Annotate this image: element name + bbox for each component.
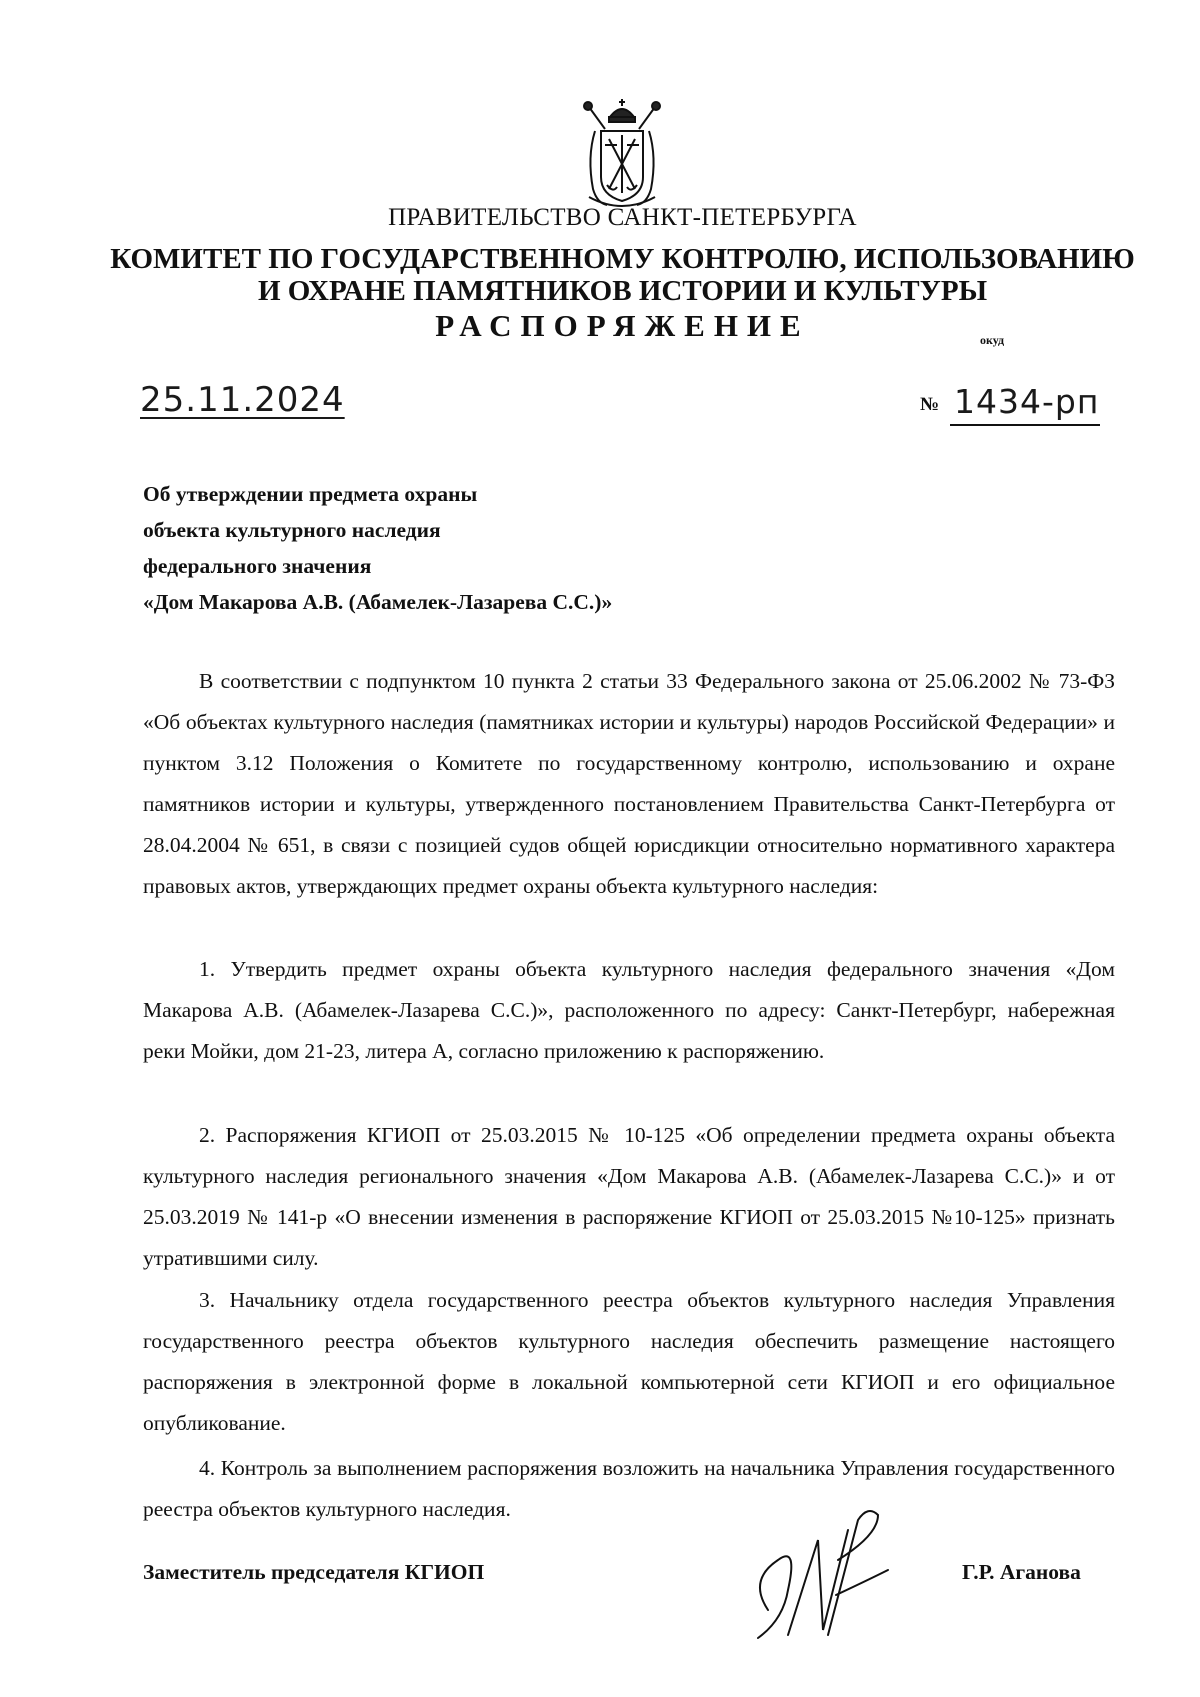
item-1-paragraph <box>143 949 1115 1072</box>
subject-line: федерального значения <box>143 554 372 578</box>
document-number-field <box>920 382 1105 424</box>
document-type: РАСПОРЯЖЕНИЕ <box>435 308 810 343</box>
government-name: ПРАВИТЕЛЬСТВО САНКТ-ПЕТЕРБУРГА <box>388 204 857 231</box>
document-number: 1434-рп <box>954 382 1100 421</box>
committee-name-line1: КОМИТЕТ ПО ГОСУДАРСТВЕННОМУ КОНТРОЛЮ, ИСПОЛЬЗОВАНИЮ <box>110 243 1135 275</box>
signatory-name: Г.Р. Аганова <box>962 1560 1081 1584</box>
number-underline <box>950 424 1100 426</box>
item-3-paragraph <box>143 1280 1115 1444</box>
item-2-text: 2. Распоряжения КГИОП от 25.03.2015 № 10-125 «Об определении предмета охраны объекта культурного наследия регионального значения «Дом Макарова А.В. (Абамелек-Лазарева С.С.)» и от 25.03.2019 № 141-р «О внесении изменения в распоряжение КГИОП от 25.03.2015 №10-125» признать утратившими силу. <box>143 1123 1115 1270</box>
item-4-paragraph <box>143 1448 1115 1530</box>
committee-name-line2: И ОХРАНЕ ПАМЯТНИКОВ ИСТОРИИ И КУЛЬТУРЫ <box>257 275 988 307</box>
item-3-text: 3. Начальнику отдела государственного реестра объектов культурного наследия Управления государственного реестра объектов культурного наследия обеспечить размещение настоящего распоряжения в электронной форме в локальной компьютерной сети КГИОП и его официальное опубликование. <box>143 1288 1115 1435</box>
number-sign: № <box>920 394 940 415</box>
subject-line: «Дом Макарова А.В. (Абамелек-Лазарева С.С.)» <box>143 590 613 614</box>
subject-line: объекта культурного наследия <box>143 518 441 542</box>
document-subject <box>143 476 612 620</box>
okud-label: окуд <box>980 333 1005 347</box>
item-4-text: 4. Контроль за выполнением распоряжения возложить на начальника Управления государственного реестра объектов культурного наследия. <box>143 1456 1115 1521</box>
preamble-text: В соответствии с подпунктом 10 пункта 2 статьи 33 Федерального закона от 25.06.2002 № 73-ФЗ «Об объектах культурного наследия (памятниках истории и культуры) народов Российской Федерации» и пунктом 3.12 Положения о Комитете по государственному контролю, использованию и охране памятников истории и культуры, утвержденного постановлением Правительства Санкт-Петербурга от 28.04.2004 № 651, в связи с позицией судов общей юрисдикции относительно нормативного характера правовых актов, утверждающих предмет охраны объекта культурного наследия: <box>143 669 1115 898</box>
signature-icon <box>728 1500 898 1650</box>
subject-line: Об утверждении предмета охраны <box>143 482 478 506</box>
item-2-paragraph <box>143 1115 1115 1279</box>
document-date: 25.11.2024 <box>140 380 345 420</box>
coat-of-arms-icon <box>577 97 667 211</box>
signatory-title: Заместитель председателя КГИОП <box>143 1560 485 1584</box>
item-1-text: 1. Утвердить предмет охраны объекта культурного наследия федерального значения «Дом Макарова А.В. (Абамелек-Лазарева С.С.)», расположенного по адресу: Санкт-Петербург, набережная реки Мойки, дом 21-23, литера А, согласно приложению к распоряжению. <box>143 957 1115 1063</box>
preamble-paragraph <box>143 661 1115 907</box>
